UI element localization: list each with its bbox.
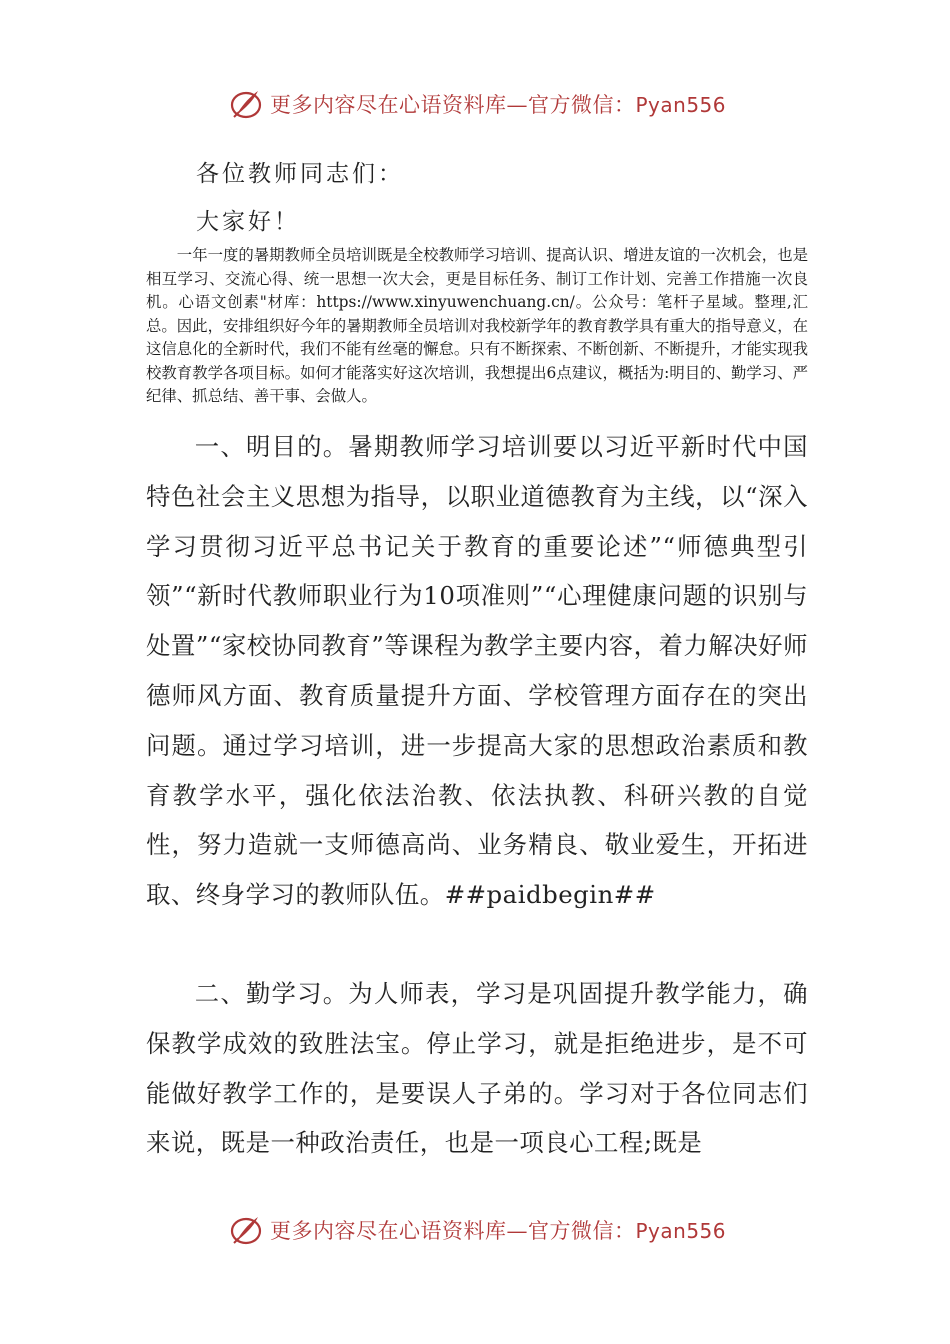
salutation: 各位教师同志们： [196, 161, 404, 187]
feather-pen-logo-icon [228, 86, 264, 122]
section-2-paragraph: 二、勤学习。为人师表，学习是巩固提升教学能力，确保教学成效的致胜法宝。停止学习，就是拒绝进步，是不可能做好教学工作的，是要误人子弟的。学习对于各位同志们来说，既是一种政治责任，也是一项良心工程;既是 [146, 979, 808, 1158]
banner-label: 更多内容尽在心语资料库—官方微信： [270, 1219, 636, 1243]
footer-banner [228, 1210, 788, 1250]
banner-text [270, 1215, 726, 1245]
intro-paragraph: 一年一度的暑期教师全员培训既是全校教师学习培训、提高认识、增进友谊的一次机会，也是相互学习、交流心得、统一思想一次大会，更是目标任务、制订工作计划、完善工作措施一次良机。心语文创素"材库：https://www.xinyuwenchuang.cn/。公众号：笔杆子星域。整理,汇总。因此，安排组织好今年的暑期教师全员培训对我校新学年的教育教学具有重大的指导意义，在这信息化的全新时代，我们不能有丝毫的懈怠。只有不断探索、不断创新、不断提升，才能实现我校教育教学各项目标。如何才能落实好这次培训，我想提出6点建议，概括为:明目的、勤学习、严纪律、抓总结、善干事、会做人。 [146, 246, 808, 405]
greeting-hello: 大家好！ [196, 209, 300, 235]
feather-pen-logo-icon [228, 1212, 264, 1248]
banner-text [270, 89, 726, 119]
section-1-paragraph: 一、明目的。暑期教师学习培训要以习近平新时代中国特色社会主义思想为指导，以职业道德教育为主线，以“深入学习贯彻习近平总书记关于教育的重要论述”“师德典型引领”“新时代教师职业行为10项准则”“心理健康问题的识别与处置”“家校协同教育”等课程为教学主要内容，着力解决好师德师风方面、教育质量提升方面、学校管理方面存在的突出问题。通过学习培训，进一步提高大家的思想政治素质和教育教学水平，强化依法治教、依法执教、科研兴教的自觉性，努力造就一支师德高尚、业务精良、敬业爱生，开拓进取、终身学习的教师队伍。##paidbegin## [146, 432, 808, 910]
wechat-id: Pyan556 [635, 93, 727, 117]
wechat-id: Pyan556 [635, 1219, 727, 1243]
banner-label: 更多内容尽在心语资料库—官方微信： [270, 93, 636, 117]
header-banner [228, 84, 788, 124]
